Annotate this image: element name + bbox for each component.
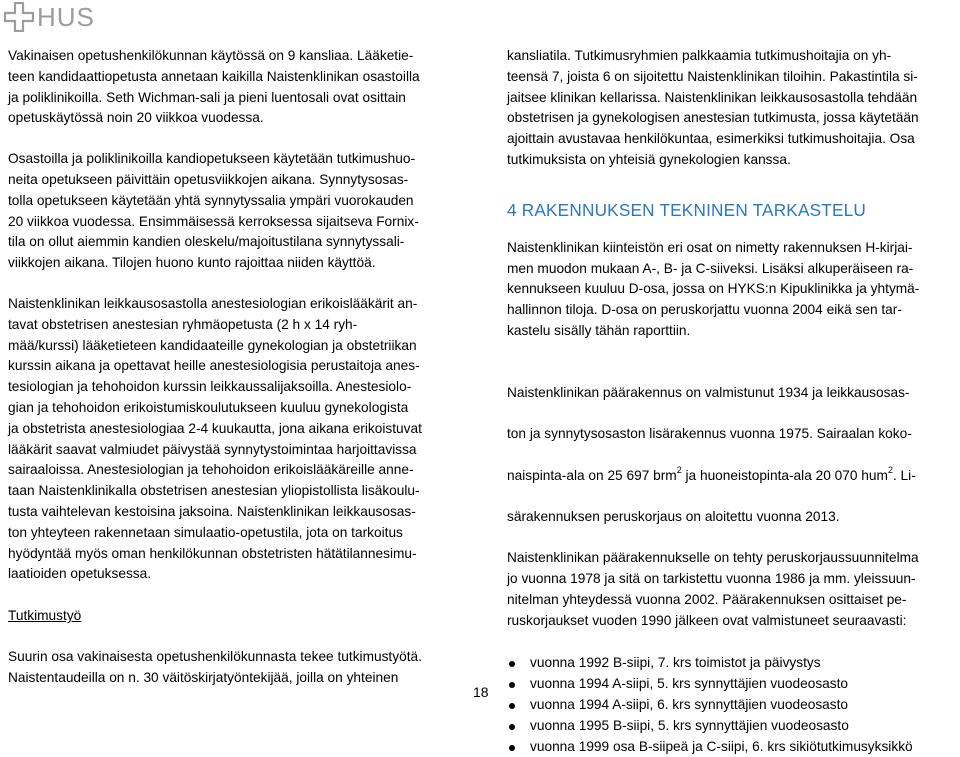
paragraph-teaching-facilities: Vakinaisen opetushenkilökunnan käytössä on 9 kansliaa. Lääketie- teen kandidaattiopetusta annetaan kaikilla Naistenklinikan osastoilla ja poliklinikoilla. Seth Wichman-sali ja pieni luentosali ovat osittain opetuskäytössä noin 20 viikkoa vuodessa.: [8, 48, 420, 126]
section-heading: 4 RAKENNUKSEN TEKNINEN TARKASTELU: [507, 199, 867, 220]
list-item: vuonna 1999 osa B-siipeä ja C-siipi, 6. krs sikiötutkimusyksikkö: [507, 737, 955, 757]
left-column: [8, 46, 468, 689]
list-item: vuonna 1994 A-siipi, 5. krs synnyttäjien vuodeosasto: [507, 674, 955, 695]
subheading-research: Tutkimustyö: [8, 608, 82, 624]
list-item: vuonna 1994 A-siipi, 6. krs synnyttäjien vuodeosasto: [507, 695, 955, 716]
paragraph-clinic-teaching: Osastoilla ja poliklinikoilla kandiopetukseen käytetään tutkimushuo- neita opetukseen päivittäin opetusviikkojen aikana. Synnytysosas- tolla opetukseen käytetään yhtä synnytyssalia ympäri vuorokauden 20 viikkoa vuodessa. Ensimmäisessä kerroksessa sijaitseva Fornix- tila on ollut aiemmin kandien oleskelu/majoitustilana synnytyssali- viikkojen aikana. Tilojen huono kunto rajoittaa niiden käyttöä.: [8, 151, 419, 271]
page-number: 18: [473, 684, 489, 700]
list-item: vuonna 1995 B-siipi, 5. krs synnyttäjien vuodeosasto: [507, 716, 955, 737]
paragraph-research-continued: kansliatila. Tutkimusryhmien palkkaamia tutkimushoitajia on yh- teensä 7, joista 6 on sijoitettu Naistenklinikan tiloihin. Pakastintila si- jaitsee klinikan kellarissa. Naistenklinikan leikkausosastolla tehdään obstetrisen ja gynekologisen anestesian tutkimusta, jossa käytetään ajoittain avustavaa henkilökuntaa, esimerkiksi tutkimushoitajia. Osa tutkimuksista on yhteisiä gynekologien kanssa.: [507, 48, 919, 167]
hus-logo: [4, 2, 95, 32]
right-column: [507, 46, 955, 757]
paragraph-research: Suurin osa vakinaisesta opetushenkilökunnasta tekee tutkimustyötä. Naistentaudeilla on n. 30 väitöskirjatyöntekijää, joilla on yhteinen: [8, 648, 422, 685]
list-item: vuonna 1992 B-siipi, 7. krs toimistot ja päivystys: [507, 653, 955, 674]
paragraph-renovation-plan: Naistenklinikan päärakennukselle on tehty peruskorjaussuunnitelma jo vuonna 1978 ja sitä on tarkistettu vuonna 1986 ja mm. yleissuun- nitelman yhteydessä vuonna 2002. Päärakennuksen osittaiset pe- ruskorjaukset vuoden 1990 jälkeen ovat valmistuneet seuraavasti:: [507, 550, 919, 628]
hus-cross-logo-icon: [4, 2, 34, 32]
paragraph-building-history: Naistenklinikan päärakennus on valmistunut 1934 ja leikkausosas- ton ja synnytysosaston lisärakennus vuonna 1975. Sairaalan koko- naispinta-ala on 25 697 brm$^2$ ja huoneistopinta-ala 20 070 hum$^2$. Li- särakennuksen peruskorjaus on aloitettu vuonna 2013.: [507, 384, 916, 525]
logo-text: HUS: [37, 2, 95, 32]
paragraph-building-parts: Naistenklinikan kiinteistön eri osat on nimetty rakennuksen H-kirjai- men muodon mukaan A-, B- ja C-siiveksi. Lisäksi alkuperäiseen ra- kennukseen kuuluu D-osa, jossa on HYKS:n Kipuklinikka ja yhtymä- hallinnon tiloja. D-osa on peruskorjattu vuonna 2004 eikä sen tar- kastelu sisälly tähän raporttiin.: [507, 239, 920, 338]
renovation-list: [507, 653, 955, 757]
paragraph-anesthesia-teaching: Naistenklinikan leikkausosastolla anestesiologian erikoislääkärit an- tavat obstetrisen anestesian ryhmäopetusta (2 h x 14 ryh- mää/kurssi) lääketieteen kandidaateille gynekologian ja obstetriikan kurssin aikana ja opettavat heille anestesiologisia perustaitoja anes- tesiologian ja tehohoidon kurssin leikkaussalijaksoilla. Anestesiolo- gian ja tehohoidon erikoistumiskoulutukseen kuuluu gynekologista ja obstetrista anestesiologiaa 2-4 kuukautta, jona aikana erikoistuvat lääkärit saavat valmiudet päivystää synnytystoimintaa harjoittavissa sairaaloissa. Anestesiologian ja tehohoidon erikoislääkäreille anne- taan Naistenklinikalla obstetrisen anestesian yliopistollista lisäkoulu- tusta vaihtelevan kestoisina jaksoina. Naistenklinikan leikkausosas- ton yhteyteen rakennetaan simulaatio-opetustila, jota on tarkoitus hyödyntää myös oman henkilökunnan obstetristen hätätilannesimu- laatioiden opetuksessa.: [8, 295, 422, 582]
